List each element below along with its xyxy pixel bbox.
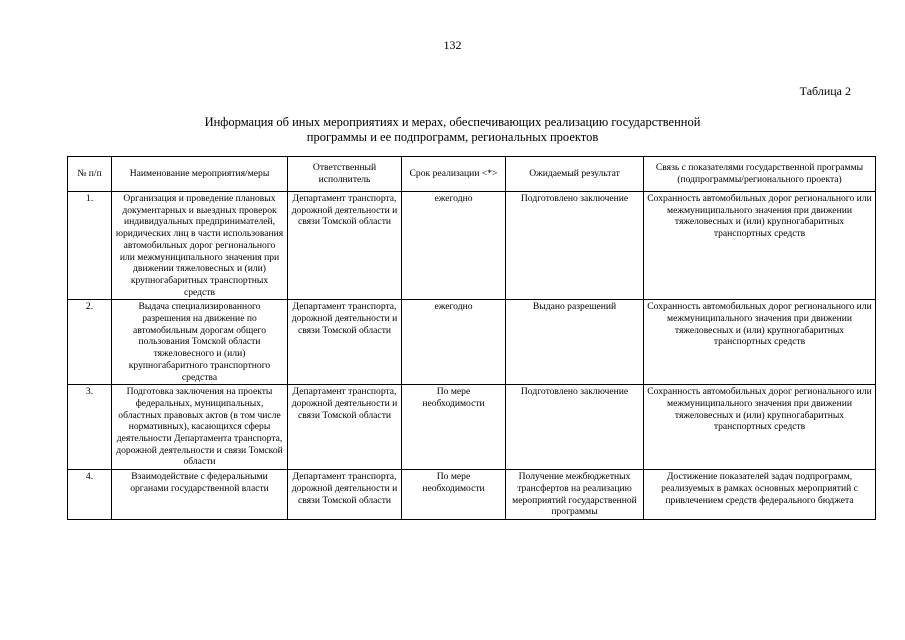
row-link: Сохранность автомобильных дорог регионального или межмуниципального значения при движении тяжеловесных и (или) крупногабаритных транспортных средств (644, 192, 876, 300)
header-link: Связь с показателями государственной программы (подпрограммы/регионального проекта) (644, 157, 876, 192)
table-label: Таблица 2 (799, 84, 851, 98)
row-term: По мере необходимости (402, 385, 506, 470)
row-num: 1. (68, 192, 112, 300)
page-number: 132 (443, 38, 462, 52)
row-result: Получение межбюджетных трансфертов на реализацию мероприятий государственной программы (506, 470, 644, 520)
row-name: Организация и проведение плановых документарных и выездных проверок индивидуальных предпринимателей, юридических лиц в части использования автомобильных дорог регионального или межмуниципального значения при движении тяжеловесных и (или) крупногабаритных транспортных средств (112, 192, 288, 300)
row-result: Подготовлено заключение (506, 385, 644, 470)
header-term: Срок реализации <*> (402, 157, 506, 192)
row-executor: Департамент транспорта, дорожной деятельности и связи Томской области (288, 470, 402, 520)
row-term: ежегодно (402, 192, 506, 300)
row-executor: Департамент транспорта, дорожной деятельности и связи Томской области (288, 385, 402, 470)
header-executor: Ответственный исполнитель (288, 157, 402, 192)
row-term: По мере необходимости (402, 470, 506, 520)
table-row (68, 300, 876, 385)
row-link: Достижение показателей задач подпрограмм, реализуемых в рамках основных мероприятий с привлечением средств федерального бюджета (644, 470, 876, 520)
table-row (68, 385, 876, 470)
document-title (0, 115, 905, 145)
row-link: Сохранность автомобильных дорог регионального или межмуниципального значения при движении тяжеловесных и (или) крупногабаритных транспортных средств (644, 300, 876, 385)
header-name: Наименование мероприятия/меры (112, 157, 288, 192)
table-row (68, 470, 876, 520)
row-executor: Департамент транспорта, дорожной деятельности и связи Томской области (288, 300, 402, 385)
table-row (68, 192, 876, 300)
row-num: 4. (68, 470, 112, 520)
header-result: Ожидаемый результат (506, 157, 644, 192)
title-line-1: Информация об иных мероприятиях и мерах, обеспечивающих реализацию государственной (204, 115, 701, 129)
row-link: Сохранность автомобильных дорог регионального или межмуниципального значения при движении тяжеловесных и (или) крупногабаритных транспортных средств (644, 385, 876, 470)
row-num: 3. (68, 385, 112, 470)
header-num: № п/п (68, 157, 112, 192)
row-name: Взаимодействие с федеральными органами государственной власти (112, 470, 288, 520)
title-line-2: программы и ее подпрограмм, региональных проектов (306, 130, 599, 144)
row-result: Выдано разрешений (506, 300, 644, 385)
measures-table (67, 156, 876, 520)
row-name: Выдача специализированного разрешения на движение по автомобильным дорогам общего пользования Томской области тяжеловесного и (или) крупногабаритного транспортного средства (112, 300, 288, 385)
row-term: ежегодно (402, 300, 506, 385)
row-name: Подготовка заключения на проекты федеральных, муниципальных, областных правовых актов (в том числе нормативных), касающихся сферы деятельности Департамента транспорта, дорожной деятельности и связи Томской области (112, 385, 288, 470)
row-result: Подготовлено заключение (506, 192, 644, 300)
row-executor: Департамент транспорта, дорожной деятельности и связи Томской области (288, 192, 402, 300)
table-header-row (68, 157, 876, 192)
row-num: 2. (68, 300, 112, 385)
